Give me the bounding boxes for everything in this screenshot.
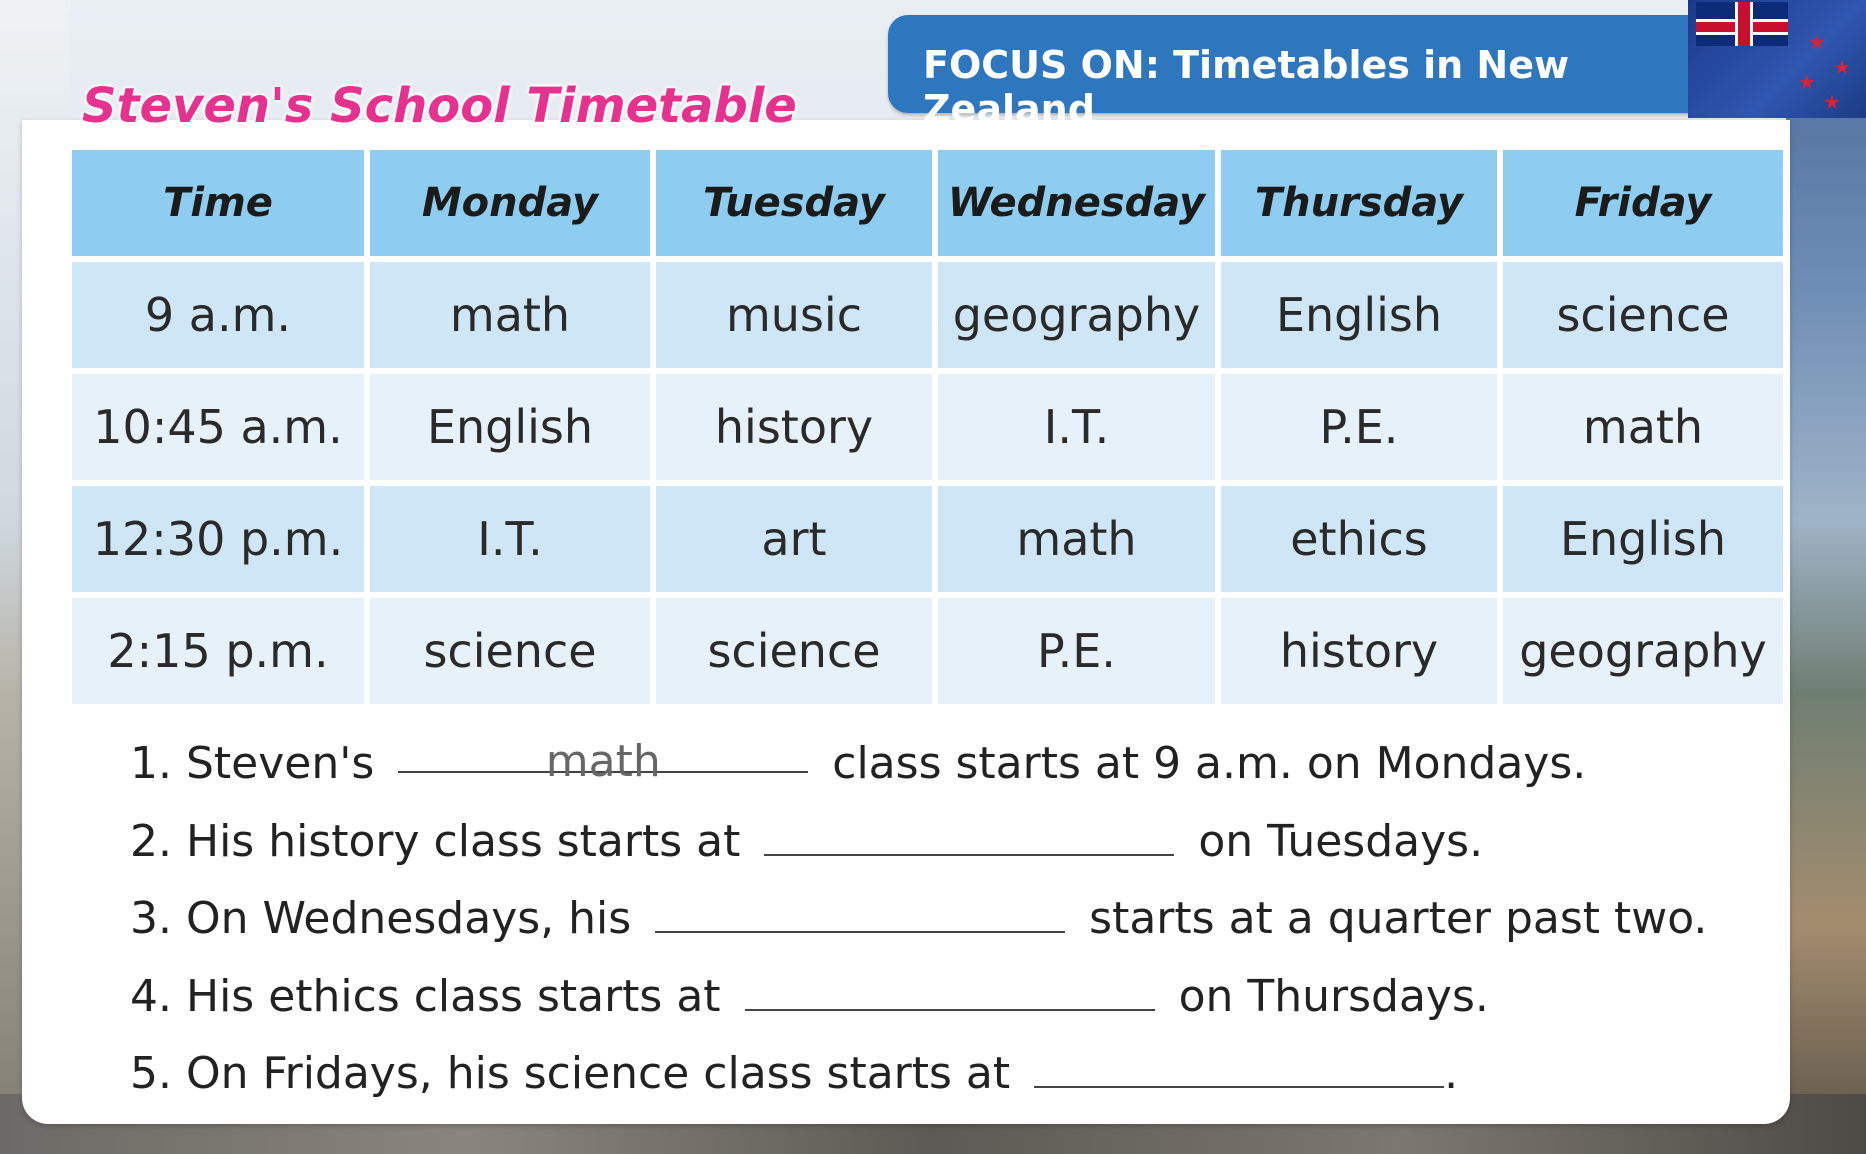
- question-1: [130, 725, 1707, 803]
- question-text-before: Steven's: [185, 738, 375, 789]
- cell-time: 2:15 p.m.: [72, 598, 364, 704]
- cell-friday: math: [1503, 374, 1783, 480]
- question-4: [130, 958, 1707, 1036]
- focus-header-label: FOCUS ON: Timetables in New Zealand: [923, 43, 1570, 131]
- cell-friday: science: [1503, 262, 1783, 368]
- question-text-before: On Wednesdays, his: [185, 893, 632, 944]
- question-text-before: On Fridays, his science class starts at: [185, 1048, 1011, 1099]
- header-time: Time: [72, 150, 364, 256]
- background-right: [1786, 0, 1866, 1154]
- question-text-after: class starts at 9 a.m. on Mondays.: [832, 738, 1587, 789]
- question-number: 2.: [130, 815, 172, 867]
- cell-time: 9 a.m.: [72, 262, 364, 368]
- question-text-before: His ethics class starts at: [185, 970, 721, 1022]
- focus-header-tab: [888, 15, 1728, 131]
- question-text-before: His history class starts at: [185, 815, 741, 867]
- table-row: [72, 486, 1783, 592]
- cell-wednesday: I.T.: [938, 374, 1215, 480]
- question-number: 1.: [130, 738, 172, 789]
- timetable-header-row: [72, 150, 1783, 256]
- question-number: 4.: [130, 970, 172, 1022]
- page-title: Steven's School Timetable: [82, 78, 797, 134]
- question-3: [130, 880, 1707, 958]
- header-friday: Friday: [1503, 150, 1783, 256]
- header-thursday: Thursday: [1221, 150, 1497, 256]
- question-2: [130, 803, 1707, 881]
- cell-tuesday: music: [656, 262, 932, 368]
- cell-tuesday: history: [656, 374, 932, 480]
- cell-friday: geography: [1503, 598, 1783, 704]
- table-row: [72, 598, 1783, 704]
- header-monday: Monday: [370, 150, 650, 256]
- question-number: 5.: [130, 1048, 172, 1099]
- table-row: [72, 262, 1783, 368]
- cell-wednesday: math: [938, 486, 1215, 592]
- new-zealand-flag-icon: ★ ★ ★ ★: [1688, 0, 1866, 118]
- header-wednesday: Wednesday: [938, 150, 1215, 256]
- cell-monday: English: [370, 374, 650, 480]
- exercise-questions: [130, 725, 1707, 1113]
- answer-text: math: [545, 736, 661, 787]
- cell-monday: science: [370, 598, 650, 704]
- question-text-after: .: [1444, 1048, 1459, 1099]
- answer-blank[interactable]: [764, 808, 1174, 856]
- cell-thursday: P.E.: [1221, 374, 1497, 480]
- cell-monday: I.T.: [370, 486, 650, 592]
- cell-time: 12:30 p.m.: [72, 486, 364, 592]
- question-number: 3.: [130, 893, 172, 944]
- question-text-after: starts at a quarter past two.: [1089, 893, 1708, 944]
- table-row: [72, 374, 1783, 480]
- question-text-after: on Tuesdays.: [1198, 815, 1484, 867]
- cell-monday: math: [370, 262, 650, 368]
- cell-friday: English: [1503, 486, 1783, 592]
- question-text-after: on Thursdays.: [1178, 970, 1489, 1022]
- cell-tuesday: art: [656, 486, 932, 592]
- cell-thursday: English: [1221, 262, 1497, 368]
- answer-blank[interactable]: [655, 885, 1065, 933]
- answer-blank[interactable]: [1034, 1040, 1444, 1088]
- cell-wednesday: P.E.: [938, 598, 1215, 704]
- answer-blank[interactable]: [745, 963, 1155, 1011]
- header-tuesday: Tuesday: [656, 150, 932, 256]
- cell-thursday: history: [1221, 598, 1497, 704]
- answer-blank[interactable]: [398, 725, 808, 787]
- cell-time: 10:45 a.m.: [72, 374, 364, 480]
- cell-thursday: ethics: [1221, 486, 1497, 592]
- timetable: [66, 144, 1789, 710]
- cell-tuesday: science: [656, 598, 932, 704]
- cell-wednesday: geography: [938, 262, 1215, 368]
- question-5: [130, 1035, 1707, 1113]
